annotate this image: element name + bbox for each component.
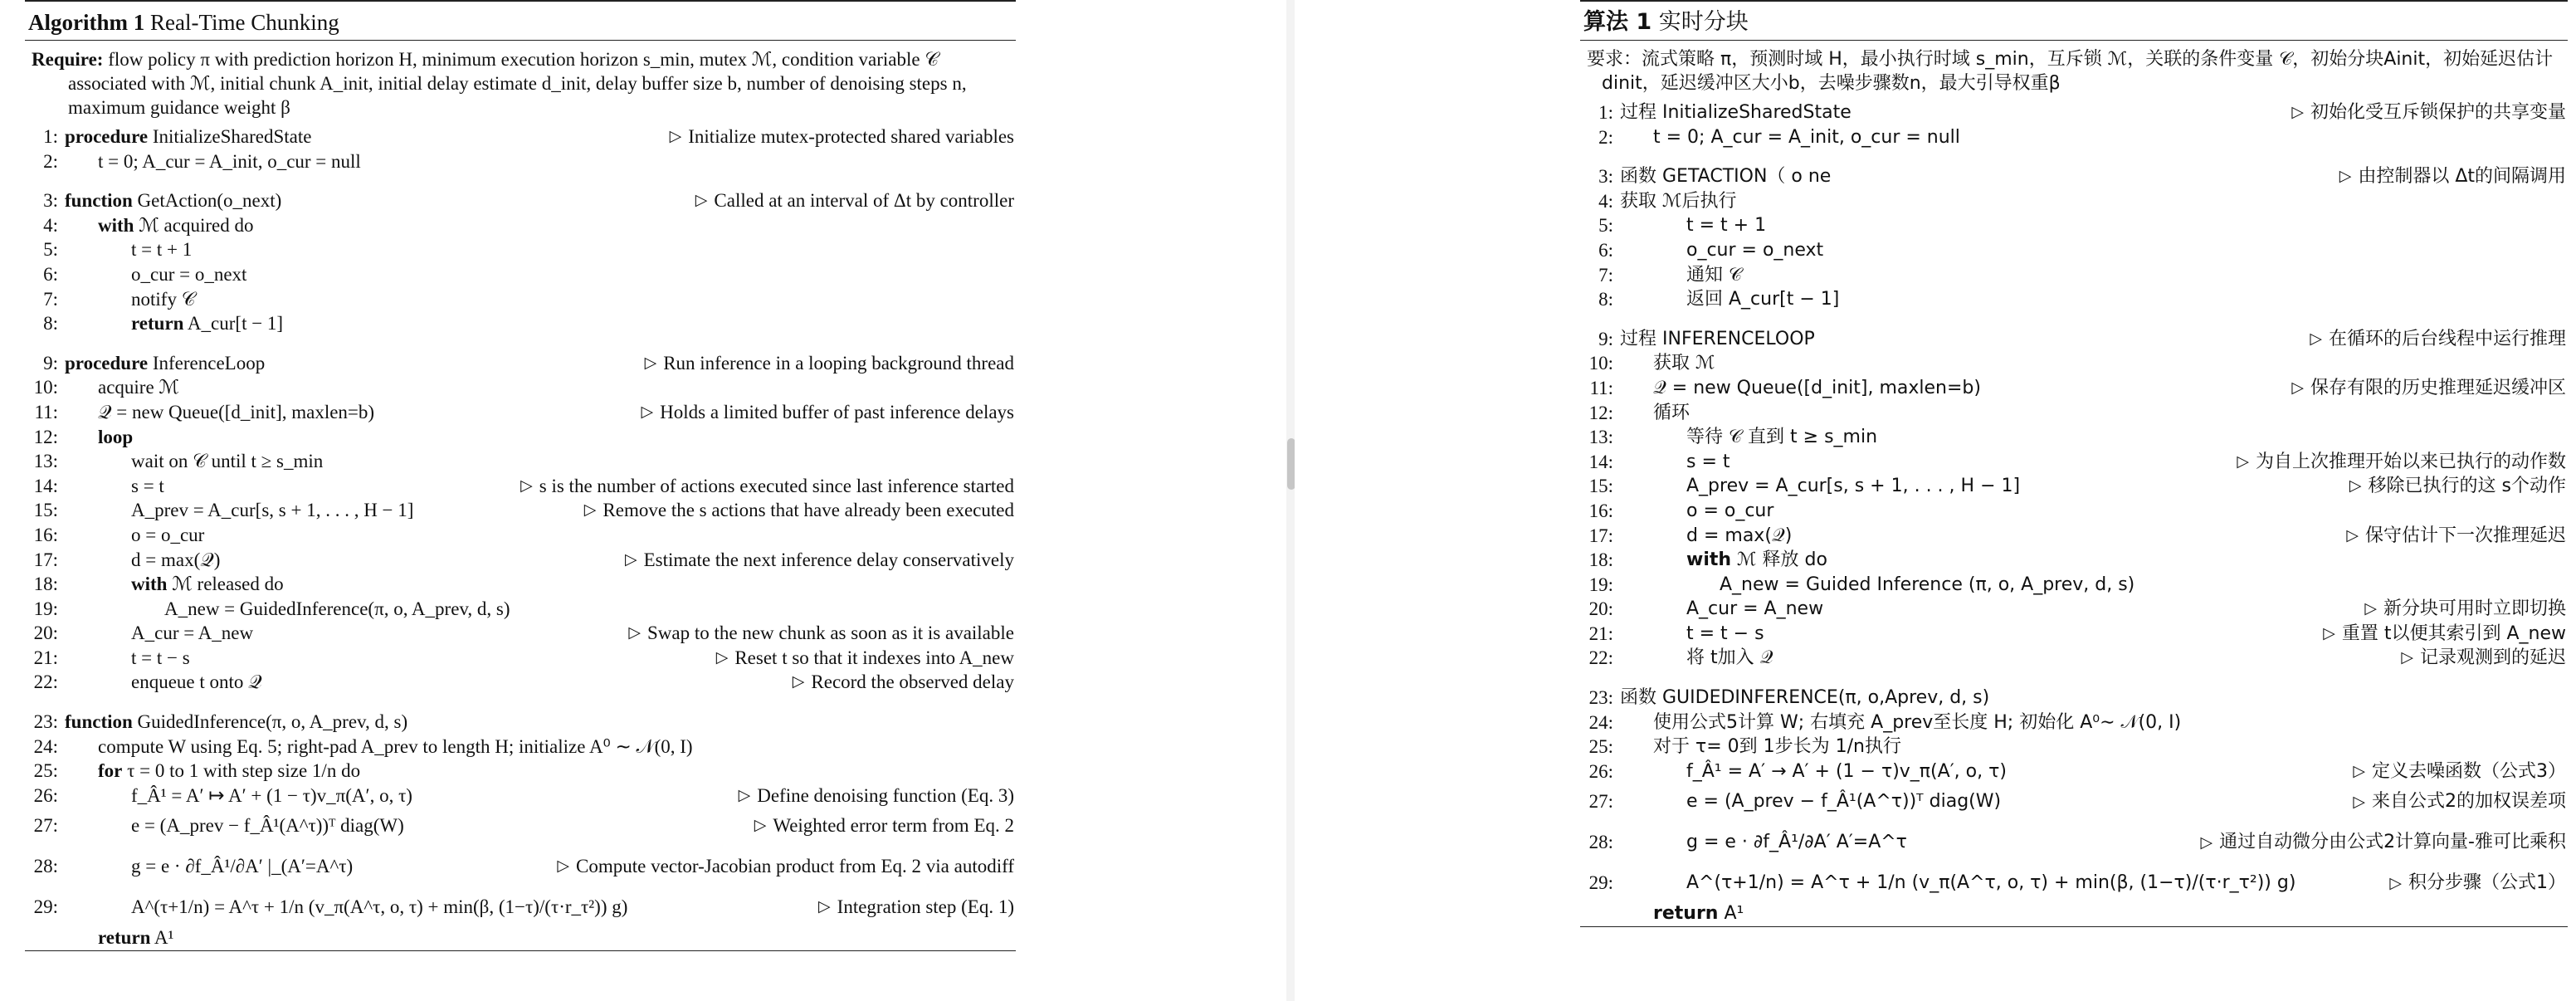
line-code: acquire ℳ <box>98 377 180 398</box>
line-code: wait on 𝒞 until t ≥ s_min <box>131 451 324 472</box>
algorithm-box-chinese <box>1580 0 2568 927</box>
line-comment <box>2364 597 2566 622</box>
line-code: f_Â¹ = A′ → A′ + (1 − τ)v_π(A′, o, τ) <box>1686 760 2007 782</box>
line-code: 对于 τ= 0到 1步长为 1/n执行 <box>1653 736 1901 758</box>
algorithm-caption <box>1580 2 2568 40</box>
line-number: 1: <box>1598 102 1613 123</box>
line-number: 15: <box>1588 476 1613 497</box>
line-number: 2: <box>43 150 58 172</box>
line-code: d = max(𝒬) <box>1686 525 1793 546</box>
line-code: procedure InferenceLoop <box>65 352 266 374</box>
algorithm-line <box>1580 474 2568 499</box>
comment-text: 来自公式2的加权误差项 <box>2372 791 2566 813</box>
line-code: A_new = Guided Inference (π, o, A_prev, d, s) <box>1720 574 2135 595</box>
algorithm-line <box>25 646 1016 671</box>
line-code: o = o_cur <box>131 524 205 545</box>
line-comment <box>2291 100 2566 125</box>
comment-text: Compute vector-Jacobian product from Eq. 2 via autodiff <box>576 856 1014 877</box>
algorithm-line <box>1580 287 2568 312</box>
algorithm-line <box>25 670 1016 695</box>
comment-text: Reset t so that it indexes into A_new <box>734 647 1014 668</box>
algorithm-line <box>1580 548 2568 573</box>
line-code: function GetAction(o_next) <box>65 190 282 212</box>
left-document-pane <box>0 0 1286 1001</box>
line-code: t = t + 1 <box>1686 215 1767 237</box>
line-code: o_cur = o_next <box>1686 239 1824 261</box>
algorithm-line <box>25 351 1016 376</box>
line-code: function GuidedInference(π, o, A_prev, d, s) <box>65 711 408 733</box>
comment-text: Define denoising function (Eq. 3) <box>757 784 1014 806</box>
right-document-pane <box>1295 0 2576 1001</box>
comment-text: 新分块可用时立即切换 <box>2383 598 2566 620</box>
line-number: 23: <box>33 711 58 733</box>
line-code: t = t + 1 <box>131 239 193 261</box>
algorithm-line <box>1580 573 2568 598</box>
comment-triangle-icon: ▷ <box>2200 833 2213 852</box>
comment-triangle-icon: ▷ <box>557 857 570 876</box>
comment-text: 保存有限的历史推理延迟缓冲区 <box>2310 377 2566 398</box>
require-text: flow policy π with prediction horizon H, minimum execution horizon s_min, mutex ℳ, condition variable 𝒞 associated with ℳ, initial chunk A_init, initial delay estimate d_init, delay buffer size b, number of denoising steps n, maximum guidance weight β <box>68 49 967 118</box>
block-gap <box>1580 312 2568 327</box>
algorithm-line <box>1580 327 2568 352</box>
line-code: 获取 ℳ后执行 <box>1620 190 1737 212</box>
algorithm-line <box>25 844 1016 889</box>
line-number: 23: <box>1588 687 1613 709</box>
algorithm-line <box>25 287 1016 312</box>
comment-text: Weighted error term from Eq. 2 <box>773 815 1014 837</box>
line-code: 过程 InitializeSharedState <box>1620 102 1852 123</box>
line-code: 返回 A_cur[t − 1] <box>1686 289 1840 310</box>
line-code: o_cur = o_next <box>131 263 247 285</box>
line-code: A^(τ+1/n) = A^τ + 1/n (v_π(A^τ, o, τ) + min(β, (1−τ)/(τ·r_τ²)) g) <box>131 896 628 918</box>
line-comment <box>2389 865 2566 901</box>
line-number: 15: <box>33 500 58 521</box>
line-code: 函数 GUIDEDINFERENCE(π, o,Aprev, d, s) <box>1620 687 1990 709</box>
line-code: A_prev = A_cur[s, s + 1, . . . , H − 1] <box>1686 476 2021 497</box>
algorithm-line <box>25 925 1016 950</box>
caption-label: Algorithm 1 <box>28 10 145 35</box>
comment-triangle-icon: ▷ <box>641 403 654 421</box>
line-code: e = (A_prev − f_Â¹(A^τ))ᵀ diag(W) <box>131 815 404 837</box>
line-number: 20: <box>1588 598 1613 620</box>
require-label: Require: <box>32 49 104 70</box>
comment-text: Integration step (Eq. 1) <box>837 896 1014 918</box>
comment-triangle-icon: ▷ <box>2339 167 2352 186</box>
comment-triangle-icon: ▷ <box>2346 525 2359 544</box>
comment-triangle-icon: ▷ <box>2401 648 2413 667</box>
line-code: t = t − s <box>1686 623 1764 644</box>
algorithm-line <box>1580 524 2568 549</box>
line-number: 21: <box>1588 623 1613 644</box>
algorithm-line <box>25 808 1016 844</box>
line-number: 26: <box>33 784 58 806</box>
algorithm-line <box>1580 238 2568 263</box>
algorithm-line <box>25 523 1016 548</box>
block-gap <box>25 695 1016 710</box>
line-code: A_prev = A_cur[s, s + 1, . . . , H − 1] <box>131 500 414 521</box>
line-code: 使用公式5计算 W; 右填充 A_prev至长度 H; 初始化 A⁰∼ 𝒩(0, I) <box>1653 711 2182 733</box>
line-code: 等待 𝒞 直到 t ≥ s_min <box>1686 427 1878 448</box>
line-number: 11: <box>34 401 58 422</box>
line-code: g = e · ∂f_Â¹/∂A′ |_(A′=A^τ) <box>131 856 354 877</box>
line-code: with ℳ released do <box>131 574 284 595</box>
comment-triangle-icon: ▷ <box>624 550 637 569</box>
algorithm-line <box>1580 865 2568 901</box>
line-code: t = 0; A_cur = A_init, o_cur = null <box>1653 126 1960 148</box>
algorithm-lines <box>1580 100 2568 926</box>
line-number: 5: <box>1598 215 1613 237</box>
line-number: 16: <box>33 524 58 545</box>
comment-text: 积分步骤（公式1） <box>2408 872 2566 894</box>
line-code: enqueue t onto 𝒬 <box>131 671 262 693</box>
line-number: 26: <box>1588 760 1613 782</box>
line-number: 18: <box>33 574 58 595</box>
line-number: 12: <box>1588 402 1613 423</box>
comment-text: 记录观测到的延迟 <box>2419 647 2566 669</box>
require-block <box>1583 41 2568 100</box>
line-number: 1: <box>43 126 58 147</box>
algorithm-line <box>25 572 1016 597</box>
comment-triangle-icon: ▷ <box>583 501 597 520</box>
line-code: return A_cur[t − 1] <box>131 313 284 334</box>
comment-text: 重置 t以便其索引到 A_new <box>2341 623 2566 644</box>
algorithm-line <box>1580 784 2568 820</box>
comment-text: 移除已执行的这 s个动作 <box>2368 476 2566 497</box>
line-code: 获取 ℳ <box>1653 353 1715 374</box>
line-number: 20: <box>33 623 58 644</box>
line-number: 25: <box>33 760 58 782</box>
line-number: 18: <box>1588 549 1613 571</box>
line-number: 28: <box>1588 832 1613 853</box>
line-code: notify 𝒞 <box>131 288 196 310</box>
line-code: A_new = GuidedInference(π, o, A_prev, d, s) <box>164 598 510 619</box>
comment-triangle-icon: ▷ <box>2353 793 2365 812</box>
line-comment <box>2353 784 2566 820</box>
line-number: 3: <box>43 190 58 212</box>
algorithm-line <box>1580 376 2568 401</box>
comment-triangle-icon: ▷ <box>695 192 708 210</box>
algorithm-line <box>25 400 1016 425</box>
algorithm-line <box>25 262 1016 287</box>
comment-triangle-icon: ▷ <box>2237 452 2249 471</box>
comment-text: Called at an interval of Δt by controller <box>714 190 1014 212</box>
algorithm-line <box>25 449 1016 474</box>
algorithm-line <box>25 125 1016 149</box>
comment-text: Run inference in a looping background thread <box>663 352 1014 374</box>
comment-text: 由控制器以 Δt的间隔调用 <box>2358 166 2566 188</box>
algorithm-line <box>25 375 1016 400</box>
line-number: 22: <box>33 671 58 693</box>
comment-text: Initialize mutex-protected shared variables <box>688 126 1014 147</box>
line-number: 27: <box>33 815 58 837</box>
algorithm-line <box>25 498 1016 523</box>
line-comment <box>557 844 1014 889</box>
line-number: 12: <box>33 426 58 447</box>
line-number: 10: <box>33 377 58 398</box>
algorithm-line <box>25 188 1016 213</box>
comment-triangle-icon: ▷ <box>2291 103 2304 121</box>
bottom-rule <box>1580 926 2568 927</box>
line-code: for τ = 0 to 1 with step size 1/n do <box>98 760 361 782</box>
caption-title: 实时分块 <box>1658 9 1749 35</box>
line-number: 29: <box>1588 872 1613 894</box>
line-code: o = o_cur <box>1686 500 1774 521</box>
line-number: 22: <box>1588 647 1613 669</box>
line-comment <box>2310 327 2566 352</box>
comment-text: 在循环的后台线程中运行推理 <box>2328 328 2566 349</box>
comment-text: 为自上次推理开始以来已执行的动作数 <box>2255 451 2566 472</box>
line-number: 9: <box>43 352 58 374</box>
line-comment <box>641 400 1014 425</box>
line-comment <box>738 784 1014 808</box>
line-comment <box>628 621 1014 646</box>
require-block <box>28 41 1016 125</box>
algorithm-line <box>1580 263 2568 288</box>
comment-triangle-icon: ▷ <box>669 128 682 145</box>
line-number: 5: <box>43 239 58 261</box>
line-number: 25: <box>1588 736 1613 758</box>
algorithm-line <box>25 621 1016 646</box>
line-code: return A¹ <box>1653 903 1744 925</box>
line-number: 19: <box>1588 574 1613 595</box>
line-code: 𝒬 = new Queue([d_init], maxlen=b) <box>98 401 375 422</box>
algorithm-line <box>1580 213 2568 238</box>
line-code: s = t <box>1686 451 1730 472</box>
pane-divider[interactable] <box>1286 0 1295 1001</box>
line-number: 7: <box>1598 264 1613 286</box>
algorithm-line <box>1580 759 2568 784</box>
block-gap <box>25 336 1016 351</box>
line-number: 14: <box>33 475 58 496</box>
line-number: 29: <box>33 896 58 918</box>
line-number: 6: <box>43 263 58 285</box>
line-code: e = (A_prev − f_Â¹(A^τ))ᵀ diag(W) <box>1686 791 2002 813</box>
line-code: A^(τ+1/n) = A^τ + 1/n (v_π(A^τ, o, τ) + min(β, (1−τ)/(τ·r_τ²)) g) <box>1686 872 2296 894</box>
line-comment <box>583 498 1014 523</box>
line-comment <box>2339 164 2566 189</box>
comment-triangle-icon: ▷ <box>818 898 831 916</box>
line-comment <box>2346 524 2566 549</box>
algorithm-line <box>25 889 1016 925</box>
line-comment <box>792 670 1014 695</box>
line-code: s = t <box>131 475 164 496</box>
line-code: A_cur = A_new <box>131 623 254 644</box>
algorithm-line <box>1580 820 2568 865</box>
algorithm-line <box>25 237 1016 262</box>
algorithm-line <box>1580 100 2568 125</box>
line-code: 将 t加入 𝒬 <box>1686 647 1773 669</box>
line-comment <box>695 188 1014 213</box>
comment-triangle-icon: ▷ <box>628 624 641 642</box>
line-number: 16: <box>1588 500 1613 521</box>
algorithm-line <box>25 149 1016 174</box>
line-comment <box>2291 376 2566 401</box>
line-comment <box>2349 474 2566 499</box>
algorithm-line <box>1580 401 2568 426</box>
comment-text: 初始化受互斥锁保护的共享变量 <box>2310 102 2566 123</box>
line-comment <box>644 351 1014 376</box>
block-gap <box>1580 149 2568 164</box>
algorithm-box-english <box>25 0 1016 951</box>
comment-text: 通过自动微分由公式2计算向量-雅可比乘积 <box>2219 832 2566 853</box>
caption-label: 算法 1 <box>1583 9 1652 35</box>
comment-text: Swap to the new chunk as soon as it is available <box>646 623 1014 644</box>
algorithm-lines <box>25 125 1016 950</box>
line-number: 8: <box>43 313 58 334</box>
line-comment <box>715 646 1014 671</box>
line-number: 27: <box>1588 791 1613 813</box>
algorithm-line <box>25 213 1016 238</box>
line-number: 21: <box>33 647 58 668</box>
comment-text: s is the number of actions executed since last inference started <box>539 475 1014 496</box>
algorithm-line <box>25 548 1016 573</box>
line-number: 28: <box>33 856 58 877</box>
line-code: 过程 INFERENCELOOP <box>1620 328 1815 349</box>
line-comment <box>2323 622 2566 647</box>
algorithm-line <box>25 735 1016 759</box>
comment-text: Remove the s actions that have already been executed <box>603 500 1014 521</box>
bottom-rule <box>25 950 1016 951</box>
line-code: f_Â¹ = A′ ↦ A′ + (1 − τ)v_π(A′, o, τ) <box>131 784 412 806</box>
line-number: 4: <box>43 214 58 236</box>
line-comment <box>754 808 1014 844</box>
comment-triangle-icon: ▷ <box>2364 599 2377 618</box>
comment-text: 定义去噪函数（公式3） <box>2372 760 2566 782</box>
comment-triangle-icon: ▷ <box>2310 329 2322 348</box>
algorithm-line <box>1580 425 2568 450</box>
line-comment <box>2401 646 2566 671</box>
comment-triangle-icon: ▷ <box>2291 378 2304 397</box>
line-number: 9: <box>1598 328 1613 349</box>
line-code: 𝒬 = new Queue([d_init], maxlen=b) <box>1653 377 1981 398</box>
line-comment <box>669 125 1014 149</box>
line-number: 2: <box>1598 126 1613 148</box>
algorithm-caption <box>25 2 1016 40</box>
comment-triangle-icon: ▷ <box>2323 623 2335 642</box>
comment-triangle-icon: ▷ <box>2353 761 2365 780</box>
line-number: 4: <box>1598 190 1613 212</box>
algorithm-line <box>25 784 1016 808</box>
caption-title: Real-Time Chunking <box>149 10 339 35</box>
line-number: 14: <box>1588 451 1613 472</box>
comment-triangle-icon: ▷ <box>2389 874 2402 893</box>
require-text: 要求：流式策略 π，预测时域 H，最小执行时域 s_min，互斥锁 ℳ，关联的条件变量 𝒞，初始分块Ainit，初始延迟估计dinit，延迟缓冲区大小b，去噪步骤数n，最大引导权重β <box>1587 49 2554 94</box>
line-number: 11: <box>1589 377 1613 398</box>
comment-text: Holds a limited buffer of past inference delays <box>660 401 1014 422</box>
algorithm-line <box>1580 622 2568 647</box>
line-code: 通知 𝒞 <box>1686 264 1743 286</box>
line-number: 3: <box>1598 166 1613 188</box>
comment-text: 保守估计下一次推理延迟 <box>2364 525 2566 546</box>
comment-triangle-icon: ▷ <box>738 786 751 804</box>
line-number: 24: <box>1588 711 1613 733</box>
line-code: return A¹ <box>98 927 174 949</box>
algorithm-line <box>1580 499 2568 524</box>
comment-triangle-icon: ▷ <box>792 673 805 691</box>
line-number: 17: <box>1588 525 1613 546</box>
comment-triangle-icon: ▷ <box>754 817 767 835</box>
line-comment <box>624 548 1014 573</box>
block-gap <box>1580 671 2568 686</box>
line-code: g = e · ∂f_Â¹/∂A′ A′=A^τ <box>1686 832 1907 853</box>
line-number: 6: <box>1598 239 1613 261</box>
algorithm-line <box>25 759 1016 784</box>
line-comment <box>2200 820 2566 865</box>
comment-triangle-icon: ▷ <box>715 648 729 667</box>
line-number: 10: <box>1588 353 1613 374</box>
line-comment <box>818 889 1014 925</box>
algorithm-line <box>1580 901 2568 926</box>
block-gap <box>25 173 1016 188</box>
line-code: 函数 GETACTION（ o ne <box>1620 166 1832 188</box>
comment-triangle-icon: ▷ <box>2349 476 2362 496</box>
line-comment <box>2353 759 2566 784</box>
algorithm-line <box>1580 735 2568 759</box>
line-code: compute W using Eq. 5; right-pad A_prev to length H; initialize A⁰ ∼ 𝒩(0, I) <box>98 735 693 757</box>
line-number: 7: <box>43 288 58 310</box>
algorithm-line <box>1580 646 2568 671</box>
algorithm-line <box>1580 686 2568 710</box>
line-number: 13: <box>1588 427 1613 448</box>
line-code: A_cur = A_new <box>1686 598 1824 620</box>
algorithm-line <box>1580 597 2568 622</box>
line-number: 19: <box>33 598 58 619</box>
algorithm-line <box>1580 164 2568 189</box>
line-comment <box>2237 450 2566 475</box>
algorithm-line <box>1580 189 2568 214</box>
line-code: loop <box>98 426 134 447</box>
algorithm-line <box>25 474 1016 499</box>
line-code: procedure InitializeSharedState <box>65 126 312 147</box>
line-code: t = 0; A_cur = A_init, o_cur = null <box>98 150 361 172</box>
line-number: 13: <box>33 451 58 472</box>
algorithm-line <box>25 425 1016 450</box>
comment-text: Record the observed delay <box>811 671 1014 693</box>
line-comment <box>520 474 1014 499</box>
algorithm-line <box>25 311 1016 336</box>
line-number: 17: <box>33 549 58 570</box>
line-code: 循环 <box>1653 402 1690 423</box>
line-code: with ℳ 释放 do <box>1686 549 1827 571</box>
algorithm-line <box>1580 710 2568 735</box>
line-code: t = t − s <box>131 647 190 668</box>
line-number: 8: <box>1598 289 1613 310</box>
algorithm-line <box>1580 351 2568 376</box>
line-code: with ℳ acquired do <box>98 214 254 236</box>
line-number: 24: <box>33 735 58 757</box>
comment-triangle-icon: ▷ <box>644 354 657 372</box>
comment-triangle-icon: ▷ <box>520 476 533 495</box>
algorithm-line <box>25 710 1016 735</box>
comment-text: Estimate the next inference delay conservatively <box>643 549 1014 570</box>
algorithm-line <box>1580 125 2568 150</box>
line-code: d = max(𝒬) <box>131 549 221 570</box>
algorithm-line <box>25 597 1016 622</box>
algorithm-line <box>1580 450 2568 475</box>
